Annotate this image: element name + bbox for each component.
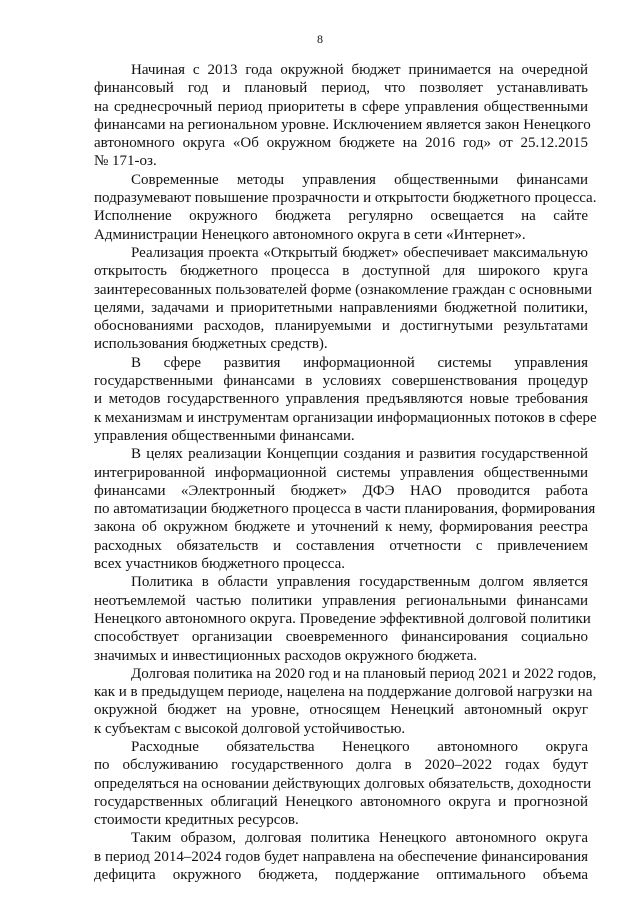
paragraph-conclusion	[94, 829, 588, 884]
text-line: Таким образом, долговая политика Ненецкого автономного округа	[131, 830, 588, 847]
text-line: использования бюджетных средств).	[94, 336, 328, 353]
text-line: Реализация проекта «Открытый бюджет» обеспечивает максимальную	[131, 244, 588, 261]
text-line: определяться на основании действующих долговых обязательств, доходности	[94, 775, 592, 792]
text-line: к субъектам с высокой долговой устойчивостью.	[94, 720, 406, 737]
document-body	[94, 61, 597, 884]
text-line: дефицита окружного бюджета, поддержание оптимального объема	[94, 867, 588, 884]
paragraph-electronic-budget	[94, 445, 596, 573]
text-line: в период 2014–2024 годов будет направлена на обеспечение финансирования	[94, 848, 588, 865]
text-line: неотъемлемой частью политики управления региональными финансами	[94, 592, 588, 609]
text-line: на среднесрочный период приоритеты в сфере управления общественными	[94, 98, 588, 115]
paragraph-transparency	[94, 171, 597, 244]
text-line: всех участников бюджетного процесса.	[94, 556, 346, 573]
text-line: автономного округа «Об окружном бюджете на 2016 год» от 25.12.2015	[94, 135, 588, 152]
text-line: целями, задачами и приоритетными направлениями бюджетной политики,	[94, 299, 588, 316]
text-line: по автоматизации бюджетного процесса в части планирования, формирования	[94, 501, 596, 518]
paragraph-debt-policy-2020	[94, 665, 597, 738]
text-line: Долговая политика на 2020 год и на плановый период 2021 и 2022 годов,	[131, 665, 597, 682]
paragraph-information-system	[94, 354, 597, 445]
page-number: 8	[317, 32, 323, 46]
text-line: окружной бюджет на уровне, относящем Ненецкий автономный округ	[94, 702, 588, 719]
text-line: финансами «Электронный бюджет» ДФЭ НАО проводится работа	[94, 482, 588, 499]
paragraph-open-budget	[94, 244, 592, 354]
text-line: заинтересованных пользователей форме (ознакомление граждан с основными	[94, 281, 592, 298]
text-line: Ненецкого автономного округа. Проведение эффективной долговой политики	[94, 610, 591, 627]
text-line: В целях реализации Концепции создания и развития государственной	[131, 446, 588, 463]
paragraph-debt-management	[94, 573, 591, 664]
text-line: финансовый год и плановый период, что позволяет устанавливать	[94, 80, 588, 97]
text-line: подразумевают повышение прозрачности и открытости бюджетного процесса.	[94, 190, 597, 207]
text-line: к механизмам и инструментам организации информационных потоков в сфере	[94, 409, 597, 426]
text-line: Политика в области управления государственным долгом является	[131, 574, 588, 591]
text-line: и методов государственного управления предъявляются новые требования	[94, 391, 588, 408]
paragraph-budget-cycle	[94, 61, 591, 171]
text-line: Расходные обязательства Ненецкого автономного округа	[131, 738, 588, 755]
text-line: государственными финансами в условиях совершенствования процедур	[94, 373, 588, 390]
text-line: финансами на региональном уровне. Исключением является закон Ненецкого	[94, 116, 591, 133]
text-line: Администрации Ненецкого автономного округа в сети «Интернет».	[94, 226, 526, 243]
text-line: как и в предыдущем периоде, нацелена на поддержание долговой нагрузки на	[94, 684, 593, 701]
text-line: интегрированной информационной системы управления общественными	[94, 464, 588, 481]
text-line: способствует организации своевременного финансирования социально	[94, 629, 588, 646]
text-line: № 171-оз.	[94, 153, 157, 170]
text-line: по обслуживанию государственного долга в 2020–2022 годах будут	[94, 757, 588, 774]
text-line: открытость бюджетного процесса в доступной для широкого круга	[94, 263, 588, 280]
text-line: управления общественными финансами.	[94, 427, 355, 444]
paragraph-debt-servicing	[94, 738, 592, 829]
text-line: значимых и инвестиционных расходов окружного бюджета.	[94, 647, 478, 664]
text-line: Современные методы управления общественными финансами	[131, 171, 588, 188]
text-line: стоимости кредитных ресурсов.	[94, 812, 299, 829]
text-line: государственных облигаций Ненецкого автономного округа и прогнозной	[94, 793, 588, 810]
text-line: обоснованиями расходов, планируемыми и достигнутыми результатами	[94, 318, 588, 335]
text-line: Исполнение окружного бюджета регулярно освещается на сайте	[94, 208, 588, 225]
text-line: закона об окружном бюджете и уточнений к нему, формирования реестра	[94, 519, 588, 536]
text-line: Начиная с 2013 года окружной бюджет принимается на очередной	[131, 62, 588, 78]
text-line: В сфере развития информационной системы управления	[131, 354, 588, 371]
text-line: расходных обязательств и составления отчетности с привлечением	[94, 537, 588, 554]
